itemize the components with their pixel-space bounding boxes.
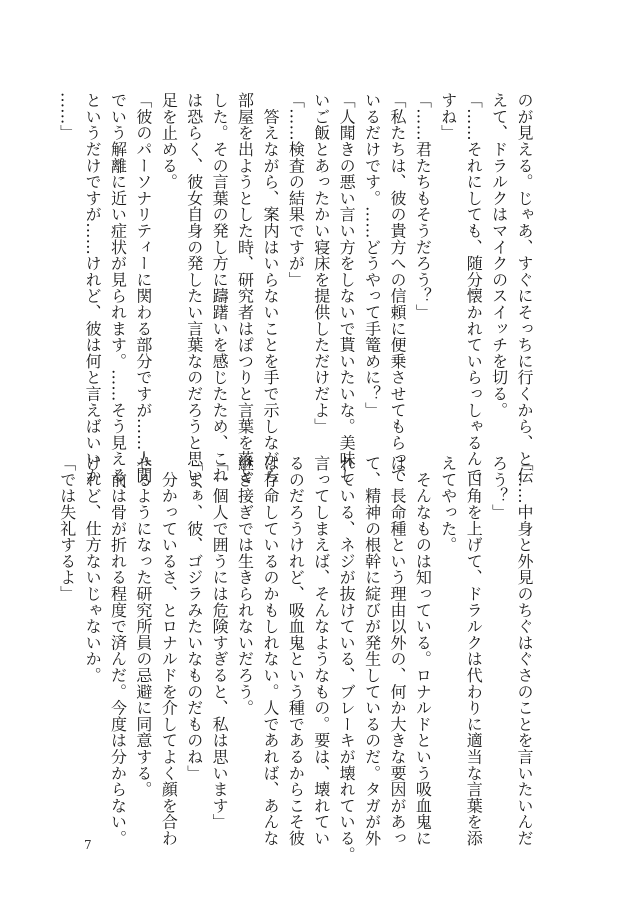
text-line: 「一個人で囲うには危険すぎると、私は思います」 [210, 455, 230, 830]
text-line: 「私たちは、彼の貴方への信頼に便乗させてもらって [387, 92, 407, 484]
text-line: えてやった。 [438, 455, 458, 553]
text-line: せるようになった研究所員の忌避に同意する。 [133, 455, 153, 798]
text-line: ……」 [57, 92, 77, 141]
text-line: 分かっているさ、とロナルドを介してよく顔を合わ [159, 455, 179, 847]
text-line: そんなものは知っている。ロナルドという吸血鬼に [413, 455, 433, 847]
lower-text-block [54, 455, 537, 863]
text-line: 「……それにしても、随分懐かれていらっしゃるんで [464, 92, 484, 484]
text-line: 「……検査の結果ですが」 [286, 92, 306, 288]
text-line: 「……中身と外見のちぐはぐさのことを言いたいんだ [515, 455, 534, 847]
text-line: は、長命種という理由以外の、何か大きな要因があっ [387, 455, 407, 847]
text-line: るのだろうけれど、吸血鬼という種であるからこそ彼 [286, 455, 306, 847]
text-line: 「彼のパーソナリティーに関わる部分ですが……人間 [133, 92, 153, 484]
text-line: 部屋を出ようとした時、研究者はぽつりと言葉を落と [235, 92, 255, 484]
text-line: れている、ネジが抜けている、ブレーキが壊れている。 [337, 455, 357, 863]
text-line: 「まぁ、彼、ゴジラみたいなものだものね」 [184, 455, 204, 781]
text-line: 前は骨が折れる程度で済んだ。今度は分からない。 [108, 455, 128, 847]
text-line: 足を止める。 [159, 92, 179, 190]
text-line: けれど、仕方ないじゃないか。 [83, 455, 103, 684]
text-line: 「……君たちもそうだろう？」 [413, 92, 433, 321]
text-line: すね」 [438, 92, 458, 141]
text-line: のが見える。じゃあ、すぐにそっちに行くから、と伝 [515, 92, 534, 484]
text-line: でいう解離に近い症状が見られます。……そう見える、 [108, 92, 128, 500]
text-line: ろう？」 [489, 455, 509, 521]
text-line: した。その言葉の発し方に躊躇いを感じたため、これ [210, 92, 230, 484]
text-line: いご飯とあったかい寝床を提供しただけだよ」 [311, 92, 331, 435]
text-line: いるだけです。……どうやって手篭めに？」 [362, 92, 382, 418]
text-line: は恐らく、彼女自身の発したい言葉なのだろうと思い、 [184, 92, 204, 500]
text-line: というだけですが……けれど、彼は何と言えばいいか [83, 92, 103, 484]
text-line: 言ってしまえば、そんなようなもの。要は、壊れてい [311, 455, 331, 847]
text-line: 「では失礼するよ」 [57, 455, 77, 602]
text-line: 継ぎ接ぎでは生きられないだろう。 [235, 455, 255, 716]
upper-text-block [54, 92, 537, 500]
text-line: て、精神の根幹に綻びが発生しているのだ。タガが外 [362, 455, 382, 847]
text-line: は存命しているのかもしれない。人であれば、あんな [260, 455, 280, 847]
text-line: 答えながら、案内はいらないことを手で示しながら [260, 92, 280, 484]
text-line: 口角を上げて、ドラルクは代わりに適当な言葉を添 [464, 455, 484, 847]
text-line: 「人聞きの悪い言い方をしないで貰いたいな。美味し [337, 92, 357, 484]
page-number: 7 [84, 838, 92, 852]
text-line: えて、ドラルクはマイクのスイッチを切る。 [489, 92, 509, 418]
